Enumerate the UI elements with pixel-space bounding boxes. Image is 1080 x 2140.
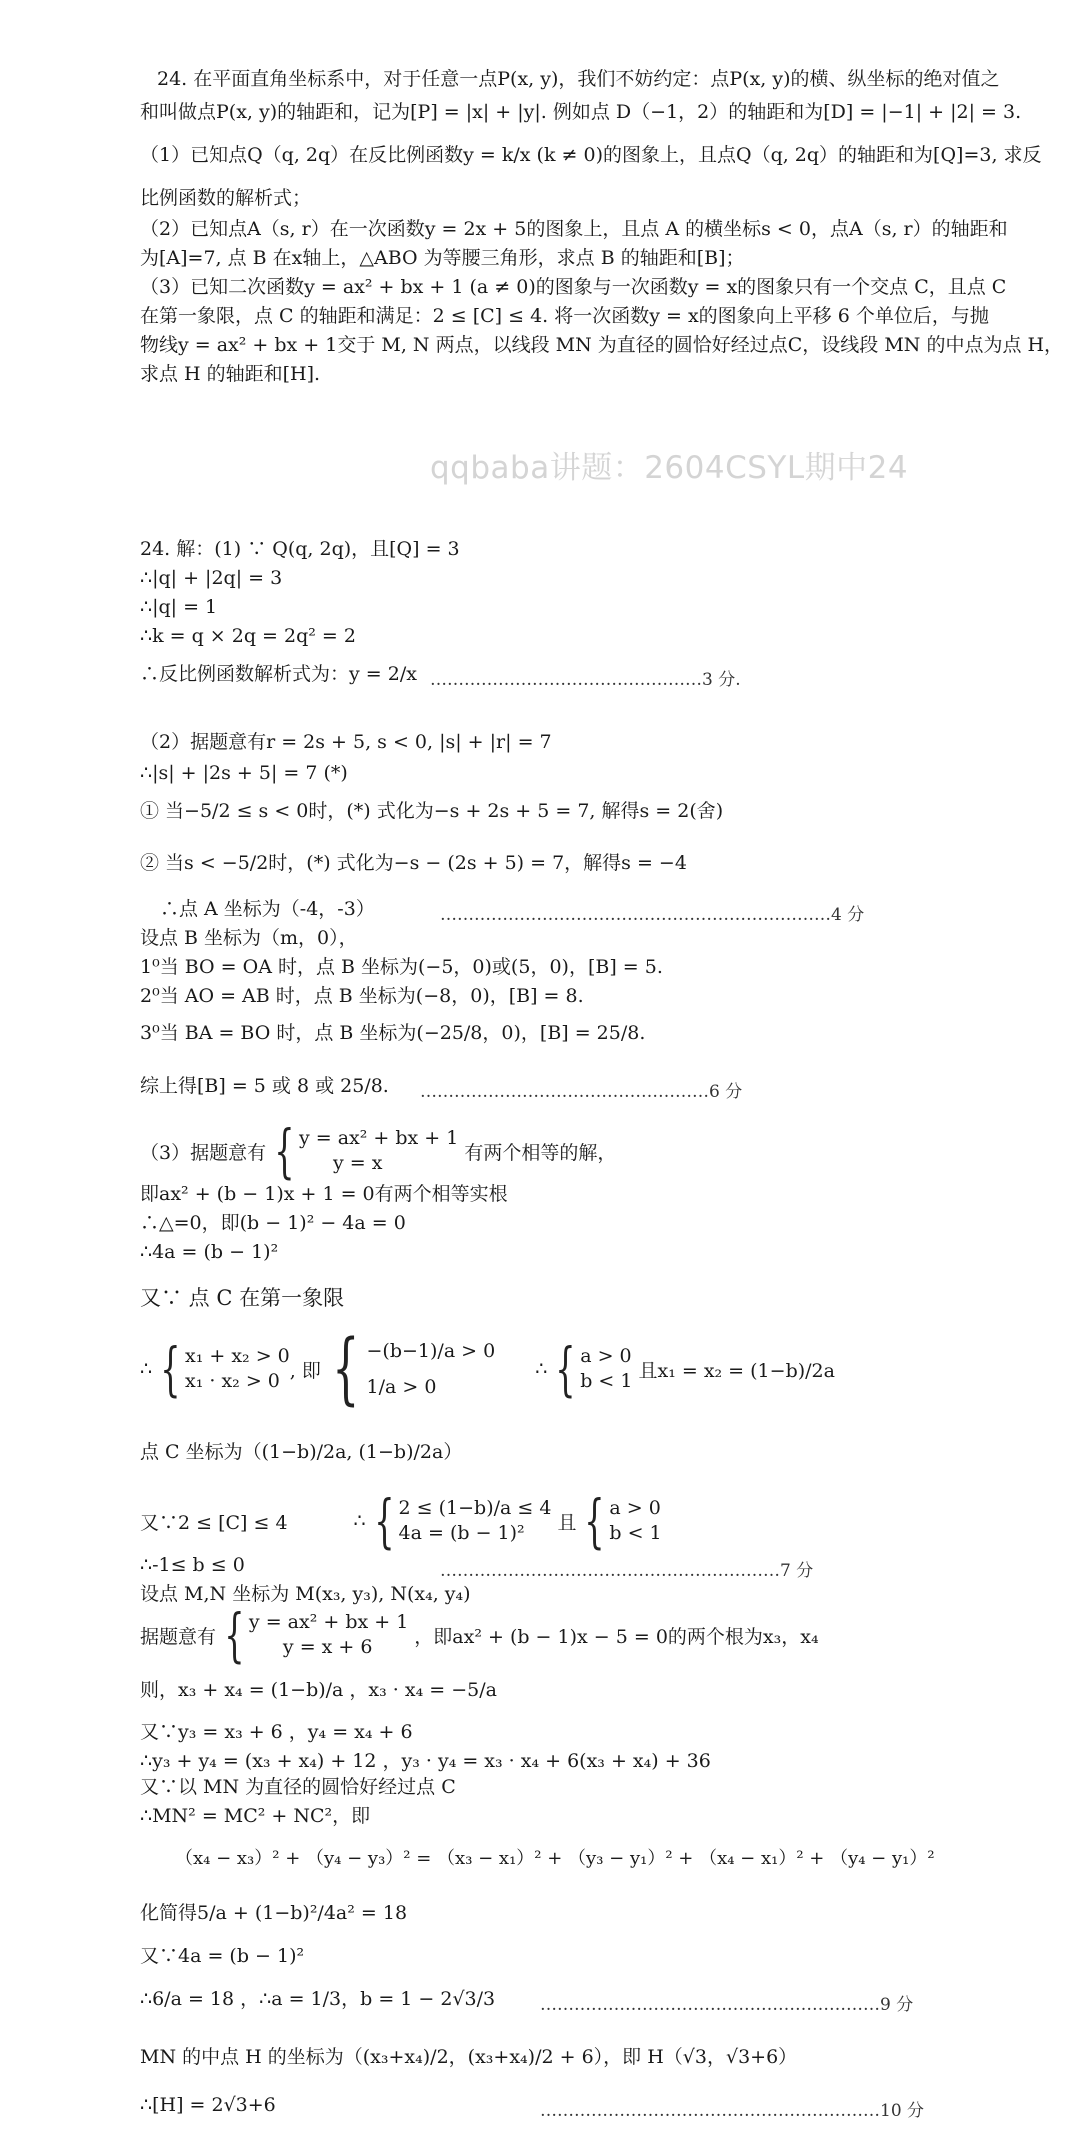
sol-p2-line-1: （2）据题意有r = 2s + 5, s < 0, |s| + |r| = 7 xyxy=(140,731,552,753)
eq-line: y = x xyxy=(333,1152,383,1174)
sol-p3-line-5: 又∵ 点 C 在第一象限 xyxy=(140,1286,345,1310)
sol-p3-point-c: 点 C 坐标为（(1−b)/2a, (1−b)/2a） xyxy=(140,1441,463,1463)
sol-p1-line-1: 24. 解：(1) ∵ Q(q, 2q)，且[Q] = 3 xyxy=(140,538,460,560)
sol-p2-case-bo: 1⁰当 BO = OA 时，点 B 坐标为(−5，0)或(5，0)，[B] = 5. xyxy=(140,956,663,978)
sol-p2-case-ba: 3⁰当 BA = BO 时，点 B 坐标为(−25/8，0)，[B] = 25/8. xyxy=(140,1022,646,1044)
problem-line-2: 和叫做点P(x, y)的轴距和，记为[P] = |x| + |y|. 例如点 D（−1，2）的轴距和为[D] = |−1| + |2| = 3. xyxy=(140,101,1022,123)
problem-line-10: 求点 H 的轴距和[H]. xyxy=(140,363,321,385)
sol-p3-system-2: ∴ { x₁ + x₂ > 0 x₁ · x₂ > 0 , 即 { −(b−1)/a > 0 1/a > 0 ∴ { a > 0 b < 1 且x₁ = x₂ = (1−b)/2a xyxy=(140,1324,835,1414)
sol-p3-mn: 设点 M,N 坐标为 M(x₃, y₃), N(x₄, y₄) xyxy=(140,1583,471,1605)
sol-p3-relation: 又∵4a = (b − 1)² xyxy=(140,1945,305,1967)
sol-p3-system-3: 又∵2 ≤ [C] ≤ 4 ∴ { 2 ≤ (1−b)/a ≤ 4 4a = (b − 1)² 且 { a > 0 b < 1 xyxy=(140,1487,662,1555)
sol-p3-b-range: ∴-1≤ b ≤ 0 xyxy=(140,1554,245,1576)
sol-p3-intro: （3）据题意有 xyxy=(140,1141,267,1164)
score-10: ……………………………………………………10 分 xyxy=(540,2101,925,2121)
problem-line-1: 24. 在平面直角坐标系中，对于任意一点P(x, y)，我们不妨约定：点P(x, y)的横、纵坐标的绝对值之 xyxy=(157,68,1000,90)
sol-p1-line-5: ∴反比例函数解析式为：y = 2/x xyxy=(140,663,417,685)
sol-p2-summary: 综上得[B] = 5 或 8 或 25/8. xyxy=(140,1075,389,1097)
eq-parabola: y = ax² + bx + 1 xyxy=(299,1127,459,1150)
sol-p3-y-sum: ∴y₃ + y₄ = (x₃ + x₄) + 12 ，y₃ · y₄ = x₃ · x₄ + 6(x₃ + x₄) + 36 xyxy=(140,1750,711,1772)
sol-p3-midpoint: MN 的中点 H 的坐标为（(x₃+x₄)/2，(x₃+x₄)/2 + 6），即 H（√3，√3+6） xyxy=(140,2046,798,2068)
problem-line-8: 在第一象限，点 C 的轴距和满足：2 ≤ [C] ≤ 4. 将一次函数y = x的图象向上平移 6 个单位后，与抛 xyxy=(140,305,989,327)
sol-p3-distance-eq: （x₄ − x₃）² + （y₄ − y₃）² = （x₃ − x₁）² + （y₃ − y₁）² + （x₄ − x₁）² + （y₄ − y₁）² xyxy=(175,1848,935,1869)
sol-p3-system-1: （3）据题意有 { y = ax² + bx + 1 y = x 有两个相等的解， xyxy=(140,1117,617,1185)
sol-p2-point-a: ∴点 A 坐标为（-4，-3） xyxy=(160,898,375,920)
problem-line-3: （1）已知点Q（q, 2q）在反比例函数y = k/x (k ≠ 0)的图象上，且点Q（q, 2q）的轴距和为[Q]=3, 求反 xyxy=(140,144,1042,166)
sol-p1-line-4: ∴k = q × 2q = 2q² = 2 xyxy=(140,625,356,647)
sol-p3-vieta: 则，x₃ + x₄ = (1−b)/a ，x₃ · x₄ = −5/a xyxy=(140,1679,497,1701)
score-9: ……………………………………………………9 分 xyxy=(540,1995,914,2015)
score-6: ……………………………………………6 分 xyxy=(420,1082,743,1102)
problem-line-7: （3）已知二次函数y = ax² + bx + 1 (a ≠ 0)的图象与一次函数y = x的图象只有一个交点 C，且点 C xyxy=(140,276,1007,298)
problem-line-5: （2）已知点A（s, r）在一次函数y = 2x + 5的图象上，且点 A 的横坐标s < 0，点A（s, r）的轴距和 xyxy=(140,218,1008,240)
sol-p3-simplify: 化简得5/a + (1−b)²/4a² = 18 xyxy=(140,1902,408,1924)
sol-p3-line-4: ∴4a = (b − 1)² xyxy=(140,1241,279,1263)
watermark: qqbaba讲题：2604CSYL期中24 xyxy=(430,450,909,486)
sol-p2-case-ao: 2⁰当 AO = AB 时，点 B 坐标为(−8，0)，[B] = 8. xyxy=(140,985,584,1007)
sol-p3-pythag: ∴MN² = MC² + NC²，即 xyxy=(140,1805,371,1827)
sol-p2-line-2: ∴|s| + |2s + 5| = 7 (*) xyxy=(140,762,348,784)
sol-p1-line-3: ∴|q| = 1 xyxy=(140,596,218,618)
sol-p1-line-2: ∴|q| + |2q| = 3 xyxy=(140,567,283,589)
problem-line-6: 为[A]=7, 点 B 在x轴上，△ABO 为等腰三角形，求点 B 的轴距和[B]； xyxy=(140,247,745,269)
sol-p3-circle: 又∵以 MN 为直径的圆恰好经过点 C xyxy=(140,1776,456,1798)
score-7: ……………………………………………………7 分 xyxy=(440,1561,814,1581)
problem-line-4: 比例函数的解析式； xyxy=(140,187,312,209)
sol-p3-line-2: 即ax² + (b − 1)x + 1 = 0有两个相等实根 xyxy=(140,1183,508,1205)
problem-line-9: 物线y = ax² + bx + 1交于 M, N 两点，以线段 MN 为直径的圆恰好经过点C，设线段 MN 的中点为点 H， xyxy=(140,334,1064,356)
sol-p3-solve: ∴6/a = 18 ，∴a = 1/3，b = 1 − 2√3/3 xyxy=(140,1988,496,2010)
sol-p2-case-2: ② 当s < −5/2时，(*) 式化为−s − (2s + 5) = 7，解得s = −4 xyxy=(140,852,687,874)
sol-p2-case-1: ① 当−5/2 ≤ s < 0时，(*) 式化为−s + 2s + 5 = 7, 解得s = 2(舍) xyxy=(140,800,724,822)
score-4: ……………………………………………………………4 分 xyxy=(440,905,865,925)
score-3: …………………………………………3 分. xyxy=(430,670,741,690)
sol-p3-system-4: 据题意有 { y = ax² + bx + 1 y = x + 6 ，即ax² + (b − 1)x − 5 = 0的两个根为x₃，x₄ xyxy=(140,1601,819,1669)
sol-p2-line-b: 设点 B 坐标为（m，0）， xyxy=(140,927,358,949)
sol-p3-equal-roots: 有两个相等的解， xyxy=(464,1141,617,1164)
sol-p3-line-3: ∴△=0，即(b − 1)² − 4a = 0 xyxy=(140,1212,406,1234)
sol-p3-result: ∴[H] = 2√3+6 xyxy=(140,2094,276,2116)
sol-p3-y-values: 又∵y₃ = x₃ + 6 ，y₄ = x₄ + 6 xyxy=(140,1721,413,1743)
